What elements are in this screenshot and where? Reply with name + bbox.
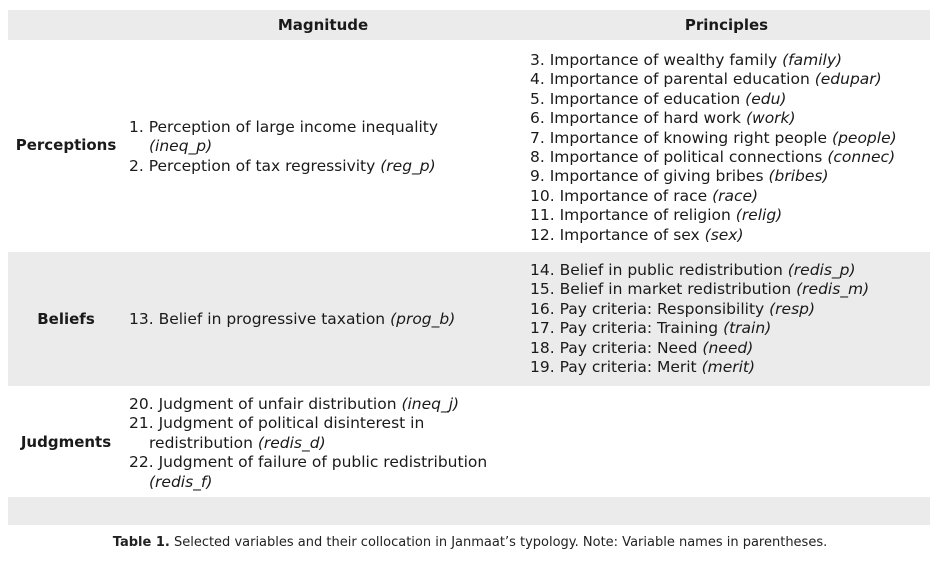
table-caption: [0, 535, 940, 550]
variable-name: (work): [745, 109, 796, 128]
item-text: 10. Importance of race: [530, 186, 713, 205]
item-text: 5. Importance of education: [530, 89, 746, 108]
item-text: 17. Pay criteria: Training: [530, 319, 724, 338]
caption-text: Selected variables and their collocation in Janmaat’s typology. Note: Variable names in parentheses.: [173, 535, 828, 550]
item-text: 1. Perception of large income inequality: [129, 118, 439, 136]
table-empty-row: [8, 497, 930, 525]
variable-name: (family): [782, 51, 843, 69]
item-text: 15. Belief in market redistribution: [530, 280, 797, 299]
row-label-judgments: Judgments: [20, 433, 112, 451]
variable-name: (edupar): [814, 70, 882, 89]
list-item: [530, 319, 928, 338]
item-text: 9. Importance of giving bribes: [530, 167, 769, 186]
list-item: [530, 70, 928, 89]
variable-name: (redis_d): [257, 433, 326, 452]
variable-name: (race): [712, 186, 759, 205]
cell-perceptions-magnitude: [129, 118, 519, 176]
variable-name: (prog_b): [390, 310, 456, 328]
item-text: 8. Importance of political connections: [530, 148, 828, 167]
list-item: [129, 118, 469, 157]
item-text: 12. Importance of sex: [530, 225, 705, 244]
column-header-magnitude: Magnitude: [277, 16, 369, 34]
variable-name: (redis_m): [796, 280, 870, 299]
item-text: 7. Importance of knowing right people: [530, 128, 833, 147]
list-item: [530, 280, 928, 299]
item-text: 19. Pay criteria: Merit: [530, 358, 702, 377]
variable-name: (train): [723, 319, 772, 338]
variable-name: (relig): [735, 206, 783, 225]
list-item: [129, 395, 519, 414]
item-text: 4. Importance of parental education: [530, 70, 815, 89]
row-label-beliefs: Beliefs: [37, 310, 95, 328]
row-label-perceptions: Perceptions: [15, 136, 117, 154]
list-item: [530, 358, 928, 377]
variable-name: (redis_f): [149, 472, 213, 491]
item-text: 6. Importance of hard work: [530, 109, 746, 128]
list-item: [530, 167, 928, 186]
list-item: [530, 129, 928, 148]
item-text: 11. Importance of religion: [530, 206, 736, 225]
variable-name: (edu): [745, 89, 787, 108]
column-header-principles: Principles: [684, 16, 769, 34]
variable-name: (need): [702, 338, 754, 357]
list-item: [530, 51, 928, 70]
variable-name: (redis_p): [787, 261, 856, 279]
list-item: [530, 109, 928, 128]
variable-name: (bribes): [768, 167, 829, 186]
variable-name: (reg_p): [380, 156, 436, 175]
cell-judgments-magnitude: [129, 395, 519, 492]
item-text: 2. Perception of tax regressivity: [129, 156, 381, 175]
list-item: [530, 339, 928, 358]
cell-beliefs-magnitude: [129, 310, 519, 329]
variable-name: (ineq_p): [149, 137, 213, 156]
list-item: [530, 226, 928, 245]
list-item: [530, 90, 928, 109]
cell-beliefs-principles: [530, 261, 928, 377]
table-row-judgments: [8, 386, 930, 497]
table-row-beliefs: [8, 252, 930, 386]
item-text: 16. Pay criteria: Responsibility: [530, 299, 770, 318]
caption-label: Table 1.: [112, 535, 170, 550]
table-header-row: [8, 10, 930, 40]
item-text: 20. Judgment of unfair distribution: [129, 395, 402, 413]
item-text: 22. Judgment of failure of public redistribution: [129, 453, 488, 472]
variable-name: (resp): [769, 299, 816, 318]
cell-perceptions-principles: [530, 51, 928, 245]
list-item: [129, 157, 519, 176]
list-item: [530, 187, 928, 206]
variable-name: (people): [832, 128, 897, 147]
list-item: [530, 148, 928, 167]
list-item: [129, 414, 519, 453]
table-row-perceptions: [8, 40, 930, 252]
item-text: 13. Belief in progressive taxation: [129, 310, 391, 328]
item-text: 18. Pay criteria: Need: [530, 338, 703, 357]
variable-name: (merit): [701, 358, 756, 377]
item-text: 21. Judgment of political disinterest in redistribution: [129, 414, 425, 452]
variable-name: (ineq_j): [401, 395, 460, 413]
item-text: 14. Belief in public redistribution: [530, 261, 788, 279]
list-item: [530, 206, 928, 225]
variable-name: (connec): [827, 148, 896, 167]
item-text: 3. Importance of wealthy family: [530, 51, 783, 69]
list-item: [129, 310, 519, 329]
variable-name: (sex): [704, 225, 744, 244]
list-item: [530, 300, 928, 319]
list-item: [530, 261, 928, 280]
list-item: [129, 453, 519, 492]
